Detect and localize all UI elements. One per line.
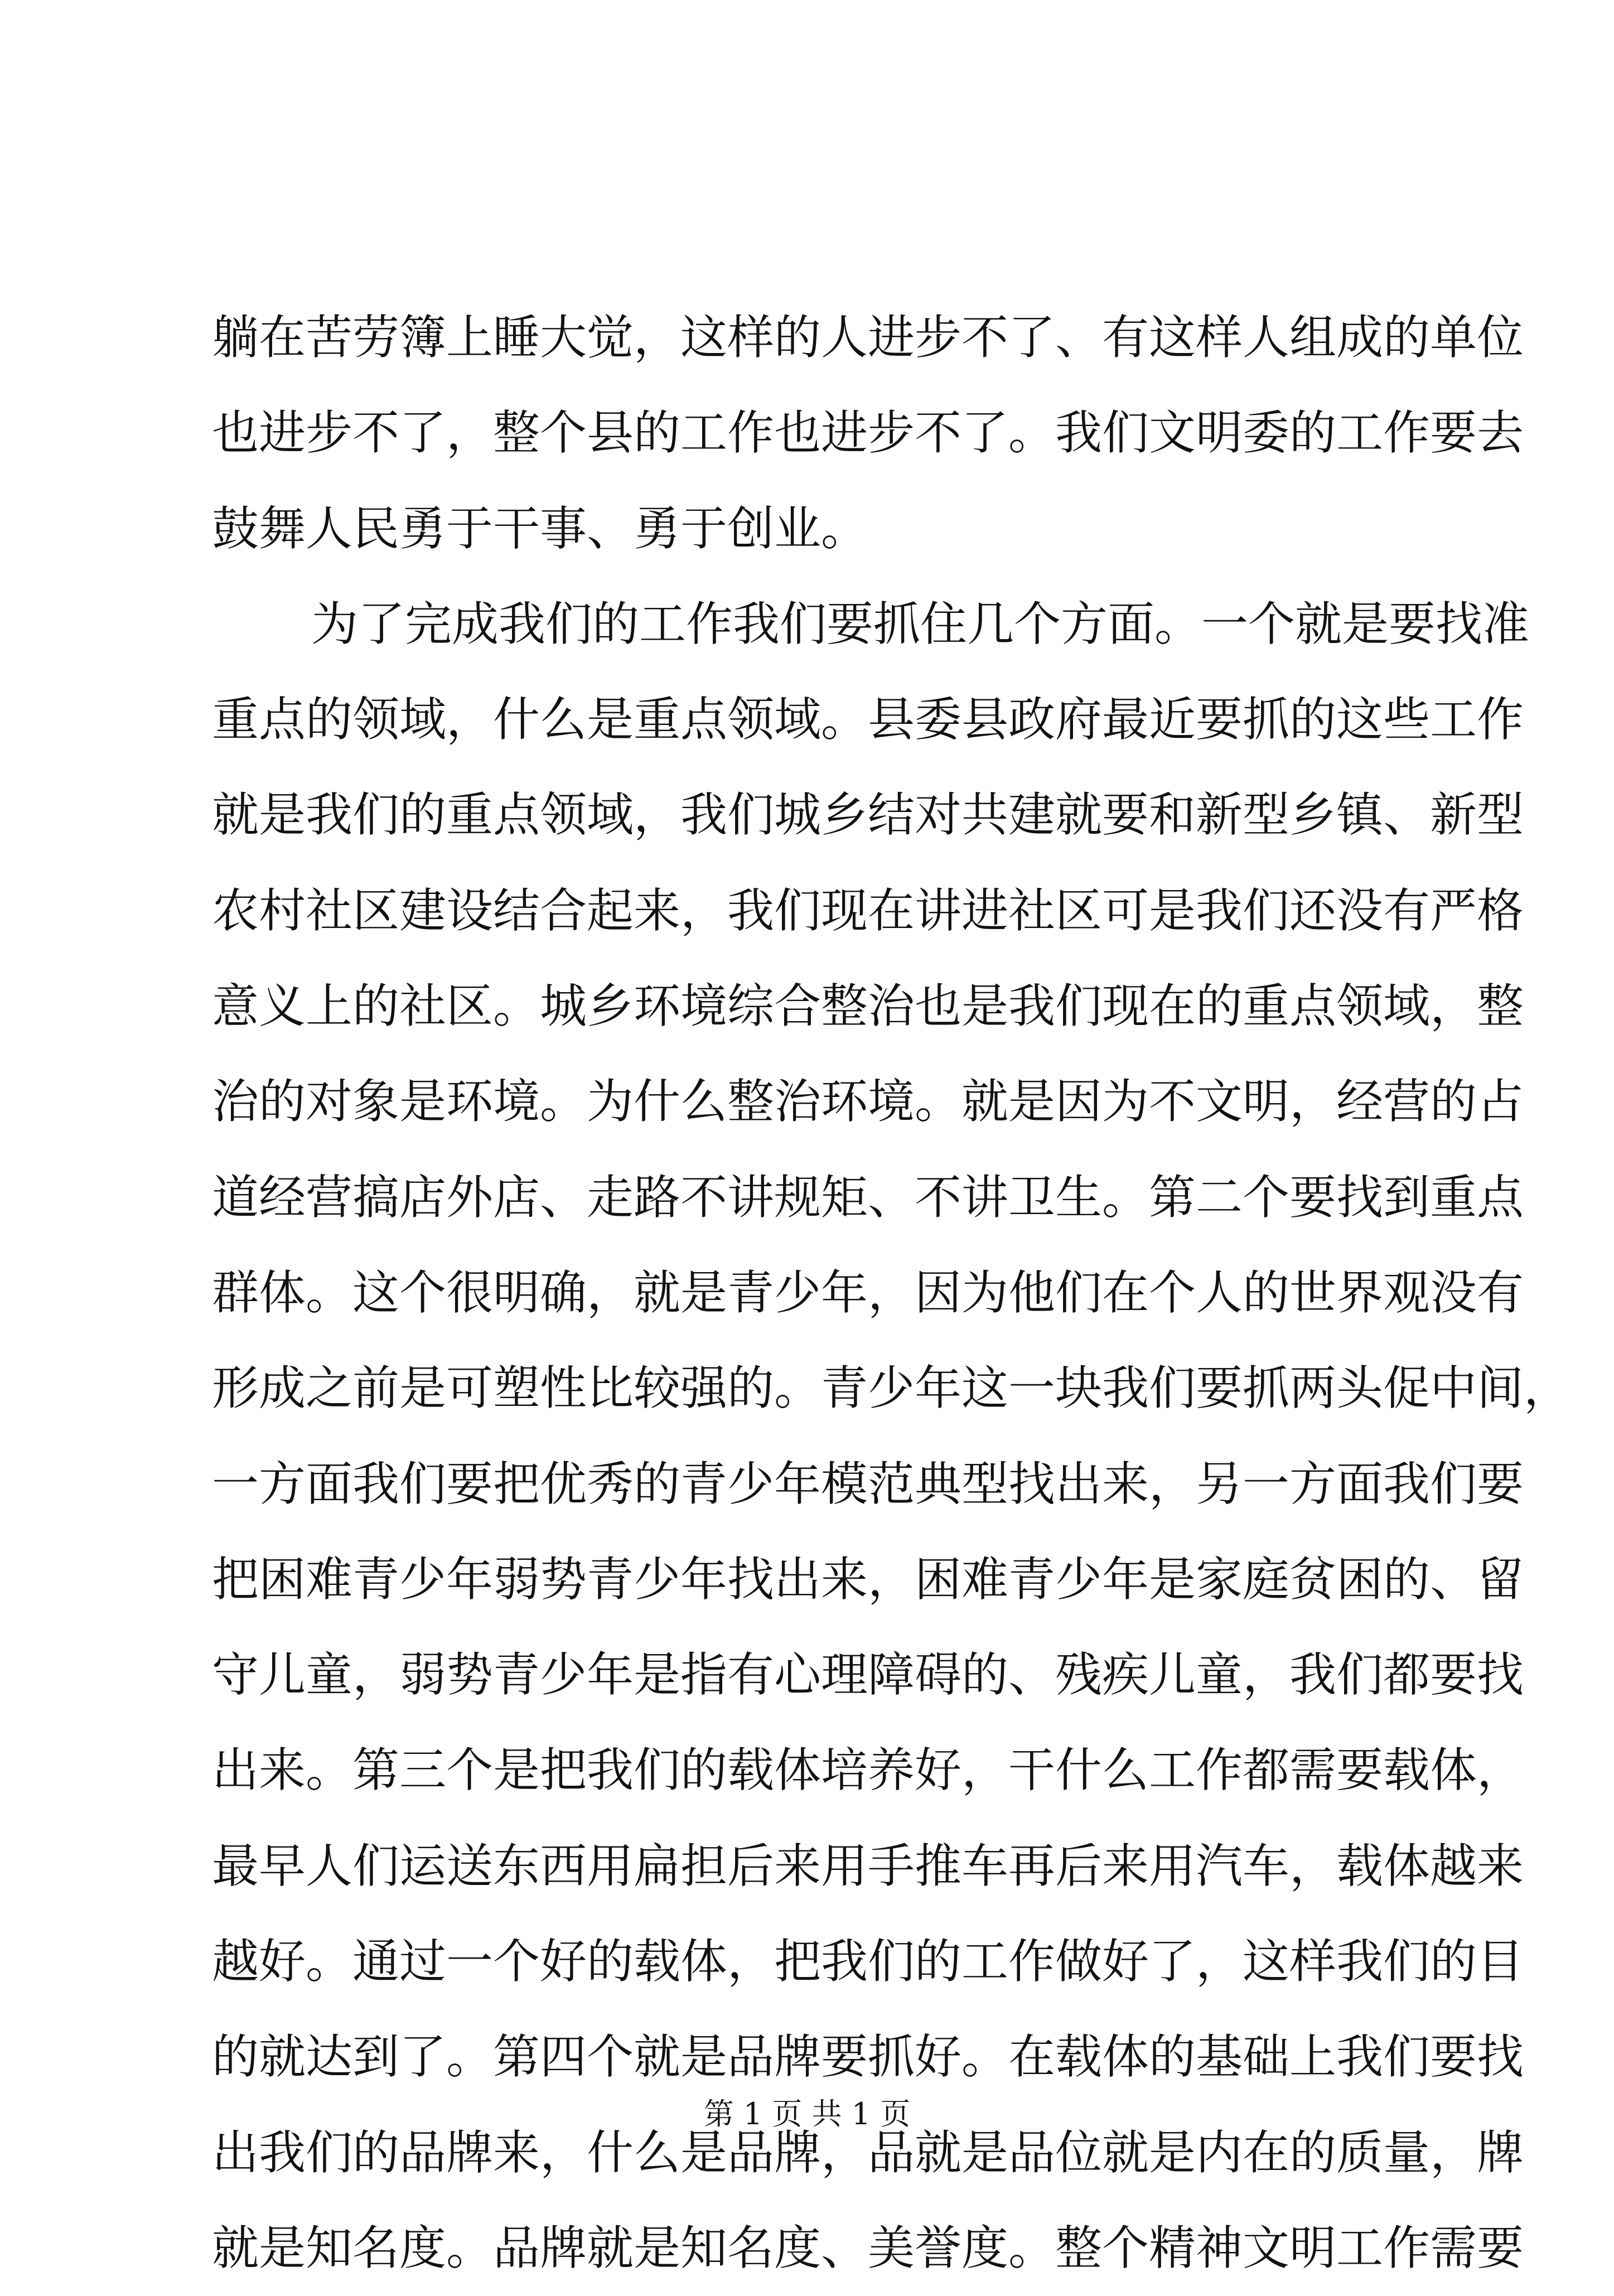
text-line-10: 道经营搞店外店、走路不讲规矩、不讲卫生。第二个要找到重点: [212, 1169, 1524, 1225]
text-line-14: 把困难青少年弱势青少年找出来，困难青少年是家庭贫困的、留: [212, 1551, 1524, 1607]
text-line-5: 重点的领域，什么是重点领域。县委县政府最近要抓的这些工作: [212, 692, 1524, 747]
body-text: [212, 290, 1571, 2296]
text-line-17: 最早人们运送东西用扁担后来用手推车再后来用汽车，载体越来: [212, 1838, 1524, 1893]
text-line-19: 的就达到了。第四个就是品牌要抓好。在载体的基础上我们要找: [212, 2029, 1524, 2085]
text-line-20: 出我们的品牌来，什么是品牌，品就是品位就是内在的质量，牌: [212, 2125, 1524, 2180]
text-line-8: 意义上的社区。城乡环境综合整治也是我们现在的重点领域，整: [212, 979, 1524, 1034]
page-number-label: 第 1 页 共 1 页: [703, 2096, 911, 2131]
text-line-6: 就是我们的重点领域，我们城乡结对共建就要和新型乡镇、新型: [212, 787, 1524, 843]
text-line-21: 就是知名度。品牌就是知名度、美誉度。整个精神文明工作需要: [212, 2220, 1524, 2275]
text-line-3: 鼓舞人民勇于干事、勇于创业。: [212, 501, 868, 556]
text-line-1: 躺在苦劳簿上睡大觉，这样的人进步不了、有这样人组成的单位: [212, 310, 1524, 365]
text-line-9: 治的对象是环境。为什么整治环境。就是因为不文明，经营的占: [212, 1074, 1524, 1129]
text-line-4: 为了完成我们的工作我们要抓住几个方面。一个就是要找准: [311, 596, 1530, 651]
text-line-2: 也进步不了，整个县的工作也进步不了。我们文明委的工作要去: [212, 405, 1524, 461]
page-footer: [0, 2090, 1614, 2133]
text-line-7: 农村社区建设结合起来，我们现在讲进社区可是我们还没有严格: [212, 883, 1524, 938]
text-line-13: 一方面我们要把优秀的青少年模范典型找出来，另一方面我们要: [212, 1456, 1524, 1511]
text-line-12: 形成之前是可塑性比较强的。青少年这一块我们要抓两头促中间，: [212, 1361, 1571, 1416]
text-line-15: 守儿童，弱势青少年是指有心理障碍的、残疾儿童，我们都要找: [212, 1647, 1524, 1703]
text-line-11: 群体。这个很明确，就是青少年，因为他们在个人的世界观没有: [212, 1265, 1524, 1320]
text-line-18: 越好。通过一个好的载体，把我们的工作做好了，这样我们的目: [212, 1934, 1524, 1989]
text-line-16: 出来。第三个是把我们的载体培养好，干什么工作都需要载体，: [212, 1743, 1524, 1798]
